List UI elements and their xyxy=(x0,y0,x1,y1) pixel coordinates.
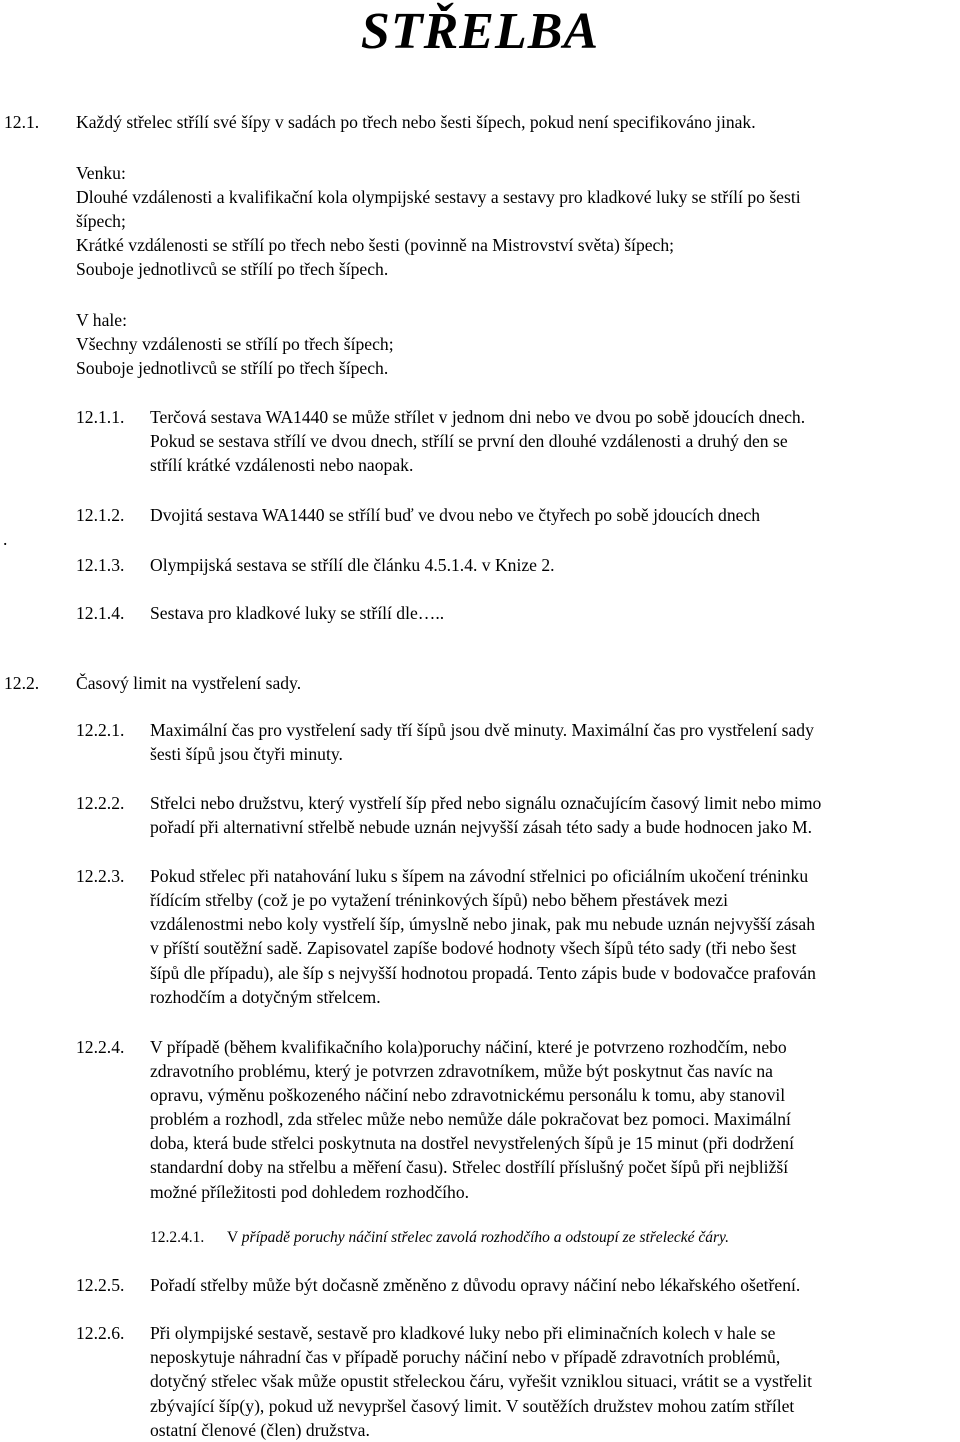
section-number: 12.1. xyxy=(4,112,40,132)
subsection-number: 12.2.6. xyxy=(76,1323,125,1343)
subsection-line: doba, která bude střelci poskytnuta na dostřel nevystřelených šípů je 15 minut (při dodržení xyxy=(150,1133,794,1153)
outdoor-line: Krátké vzdálenosti se střílí po třech nebo šesti (povinně na Mistrovství světa) šípech; xyxy=(76,235,675,255)
subsection-line: Střelci nebo družstvu, který vystřelí šíp před nebo signálu označujícím časový limit nebo mimo xyxy=(150,793,822,813)
subsection-number: 12.1.3. xyxy=(76,555,125,575)
subsection-line: šesti šípů jsou čtyři minuty. xyxy=(150,744,343,764)
subsection-line: vzdálenostmi nebo koly vystřelí šíp, úmyslně nebo jinak, pak mu nebude uznán nejvyšší zásah xyxy=(150,914,816,934)
subsection-line: standardní doby na střelbu a měření času). Střelec dostřílí příslušný počet šípů při nejbližší xyxy=(150,1157,789,1177)
indoor-line: Souboje jednotlivců se střílí po třech šípech. xyxy=(76,358,389,378)
subsection-line: zdravotního problému, který je potvrzen zdravotníkem, může být poskytnut čas navíc na xyxy=(150,1061,773,1081)
subsection-line: problém a rozhodl, zda střelec může nebo nemůže dále pokračovat bez pomoci. Maximální xyxy=(150,1109,791,1129)
subsection-number: 12.1.4. xyxy=(76,603,125,623)
subsubsection-lead: V xyxy=(227,1229,242,1246)
subsection-line: zbývající šíp(y), pokud už nevypršel časový limit. V soutěžích družstev mohou zatím střílet xyxy=(150,1396,795,1416)
subsection-line: střílí krátké vzdálenosti nebo naopak. xyxy=(150,455,414,475)
outdoor-line: Venku: xyxy=(76,163,126,183)
subsection-line: Olympijská sestava se střílí dle článku 4.5.1.4. v Knize 2. xyxy=(150,555,555,575)
subsubsection-number: 12.2.4.1. xyxy=(150,1229,205,1246)
indoor-line: V hale: xyxy=(76,310,127,330)
subsubsection-italic: případě poruchy náčiní střelec zavolá rozhodčího a odstoupí ze střelecké čáry. xyxy=(241,1229,729,1246)
stray-dot: . xyxy=(3,529,8,549)
subsection-line: opravu, výměnu poškozeného náčiní nebo zdravotnickému personálu k tomu, aby stanovil xyxy=(150,1085,786,1105)
subsection-line: v příští soutěžní sadě. Zapisovatel zapíše bodové hodnoty všech šípů této sady (tři nebo šest xyxy=(150,938,797,958)
subsection-number: 12.1.1. xyxy=(76,407,125,427)
subsection-number: 12.1.2. xyxy=(76,505,125,525)
subsubsection-text xyxy=(227,1226,729,1250)
subsection-line: šípů dle případu), ale šíp s nejvyšší hodnotou propadá. Tento zápis bude v bodovačce prafován xyxy=(150,963,816,983)
subsection-line: dotyčný střelec však může opustit střeleckou čáru, vyřešit vzniklou situaci, vrátit se a vystřelit xyxy=(150,1371,813,1391)
subsection-number: 12.2.1. xyxy=(76,720,125,740)
subsection-line: Dvojitá sestava WA1440 se střílí buď ve dvou nebo ve čtyřech po sobě jdoucích dnech xyxy=(150,505,761,525)
subsection-line: Pokud střelec při natahování luku s šípem na závodní střelnici po oficiálním ukočení tréninku xyxy=(150,866,809,886)
subsection-line: V případě (během kvalifikačního kola)poruchy náčiní, které je potvrzeno rozhodčím, nebo xyxy=(150,1037,787,1057)
subsection-number: 12.2.3. xyxy=(76,866,125,886)
subsection-line: neposkytuje náhradní čas v případě poruchy náčiní nebo v případě zdravotních problémů, xyxy=(150,1347,781,1367)
indoor-line: Všechny vzdálenosti se střílí po třech šípech; xyxy=(76,334,394,354)
subsection-number: 12.2.2. xyxy=(76,793,125,813)
section-text: Každý střelec střílí své šípy v sadách po třech nebo šesti šípech, pokud není specifikováno jinak. xyxy=(76,112,756,132)
outdoor-line: Souboje jednotlivců se střílí po třech šípech. xyxy=(76,259,389,279)
subsection-number: 12.2.5. xyxy=(76,1275,125,1295)
subsection-line: Pořadí střelby může být dočasně změněno z důvodu opravy náčiní nebo lékařského ošetření. xyxy=(150,1275,801,1295)
subsection-line: Terčová sestava WA1440 se může střílet v jednom dni nebo ve dvou po sobě jdoucích dnech. xyxy=(150,407,806,427)
subsection-line: pořadí při alternativní střelbě nebude uznán nejvyšší zásah této sady a bude hodnocen jako M. xyxy=(150,817,813,837)
section-text: Časový limit na vystřelení sady. xyxy=(76,673,302,693)
subsection-number: 12.2.4. xyxy=(76,1037,125,1057)
page-title: STŘELBA xyxy=(360,3,600,60)
subsection-line: rozhodčím a dotyčným střelcem. xyxy=(150,987,381,1007)
subsection-line: Maximální čas pro vystřelení sady tří šípů jsou dvě minuty. Maximální čas pro vystřelení sady xyxy=(150,720,814,740)
subsection-line: ostatní členové (člen) družstva. xyxy=(150,1420,370,1440)
subsection-line: řídícím střelby (což je po vytažení tréninkových šípů) nebo během přestávek mezi xyxy=(150,890,728,910)
section-number: 12.2. xyxy=(4,673,40,693)
subsection-line: Pokud se sestava střílí ve dvou dnech, střílí se první den dlouhé vzdálenosti a druhý den se xyxy=(150,431,788,451)
subsection-line: Při olympijské sestavě, sestavě pro kladkové luky nebo při eliminačních kolech v hale se xyxy=(150,1323,776,1343)
outdoor-line: Dlouhé vzdálenosti a kvalifikační kola olympijské sestavy a sestavy pro kladkové luky se střílí po šesti xyxy=(76,187,801,207)
outdoor-line: šípech; xyxy=(76,211,126,231)
subsection-line: Sestava pro kladkové luky se střílí dle….. xyxy=(150,603,445,623)
subsection-line: možné příležitosti pod dohledem rozhodčího. xyxy=(150,1182,470,1202)
